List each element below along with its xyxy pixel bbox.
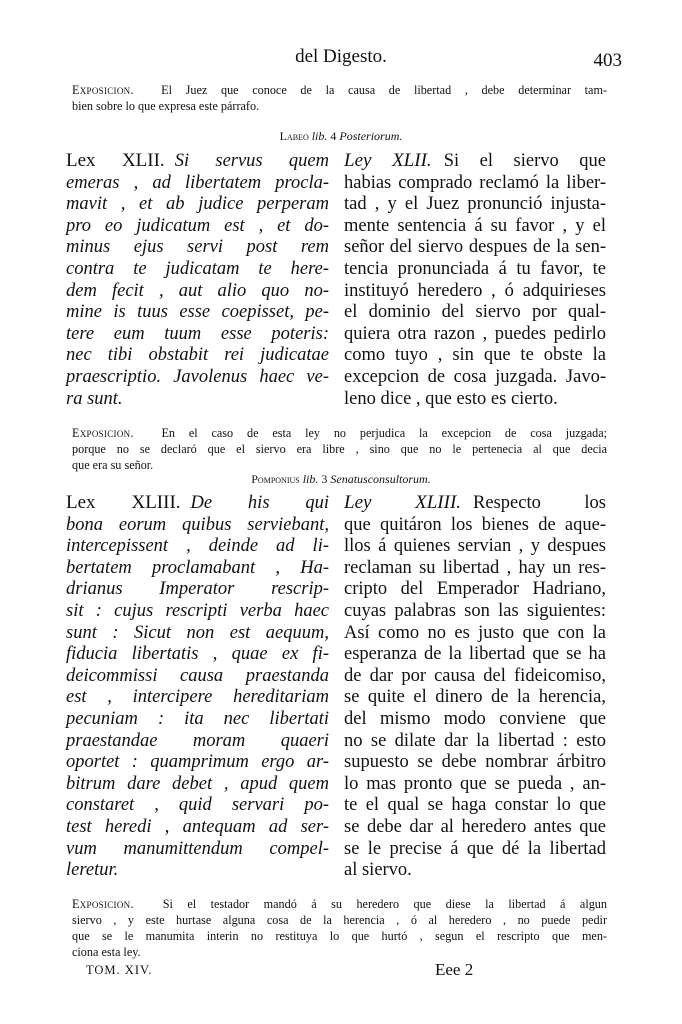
exposition-2: Exposicion. En el caso de esta ley no perjudica la excepcion de cosa juzgada; porque no se declaró que el siervo era libre , sino que no le pertenecia al que decia que era su señor. [72, 426, 607, 472]
exposition-3: Exposicion. Si el testador mandó á su heredero que diese la libertad á algun siervo , y este hurtase alguna cosa de la herencia , ó al heredero , no puede pedir que se le manumita interin no restituya lo que hurtó , segun el rescripto que men- ciona esta ley. [72, 897, 607, 959]
ley-42-spanish: Ley XLII. Si el siervo que habias comprado reclamó la liber- tad , y el Juez pronunció injusta- mente sentencia á su favor , y el señor del siervo despues de la sen- tencia pronunciada á tu favor, te instituyó heredero , ó adquirieses el dominio del siervo por qual- quiera otra razon , puedes pedirlo como tuyo , sin que te obste la excepcion de cosa juzgada. Javo- leno dice , que esto es cierto. [344, 150, 607, 409]
running-header: del Digesto. [295, 46, 387, 67]
exposition-lead: Exposicion. [72, 83, 134, 97]
volume-marker: TOM. XIV. [86, 963, 153, 977]
lex-43-latin: Lex XLIII. De his qui bona eorum quibus serviebant, intercepissent , deinde ad li- bertatem proclamabant , Ha- drianus Imperator rescrip- sit : cujus rescripti verba haec sunt : Sicut non est aequum, fiducia libertatis , quae ex fi- deicommissi causa praestanda est , intercipere hereditariam pecuniam : ita nec libertati praestandae moram quaeri oportet : quamprimum ergo ar- bitrum dare debet , apud quem constaret , quid servari po- test heredi , antequam ad ser- vum manumittendum compel- leretur. [66, 492, 329, 881]
ley-heading: Ley XLIII. [344, 492, 462, 513]
lex-42-latin: Lex XLII. Si servus quem emeras , ad libertatem procla- mavit , et ab judice perperam pro eo judicatum est , et do- minus ejus servi post rem contra te judicatam te here- dem fecit , aut alio quo no- mine is tuus esse coepisset, pe- tere eum tuum esse poteris: nec tibi obstabit rei judicatae praescriptio. Javolenus haec ve- ra sunt. [66, 150, 329, 409]
exposition-1: Exposicion. El Juez que conoce de la causa de libertad , debe determinar tam- bien sobre lo que expresa este párrafo. [72, 83, 608, 113]
exposition-lead: Exposicion. [72, 426, 134, 440]
lex-heading: Lex XLIII. [66, 492, 181, 513]
source-citation-1: Labeo lib. 4 Posteriorum. [279, 129, 403, 143]
source-citation-2: Pomponius lib. 3 Senatusconsultorum. [251, 472, 431, 486]
signature-mark: Eee 2 [435, 960, 474, 979]
ley-heading: Ley XLII. [344, 150, 432, 171]
lex-heading: Lex XLII. [66, 150, 165, 171]
ley-43-spanish: Ley XLIII. Respecto los que quitáron los bienes de aque- llos á quienes servian , y despues reclaman su libertad , hay un res- cripto del Emperador Hadriano, cuyas palabras son las siguientes: Así como no es justo que con la esperanza de la libertad que se ha de dar por causa del fideicomiso, se quite el dinero de la herencia, del mismo modo conviene que no se dilate dar la libertad : esto supuesto se debe nombrar árbitro lo mas pronto que se pueda , an- te el qual se haga constar lo que se debe dar al heredero antes que se le precise á que dé la libertad al siervo. [344, 492, 606, 881]
page-number: 403 [593, 50, 622, 71]
exposition-lead: Exposicion. [72, 897, 134, 911]
